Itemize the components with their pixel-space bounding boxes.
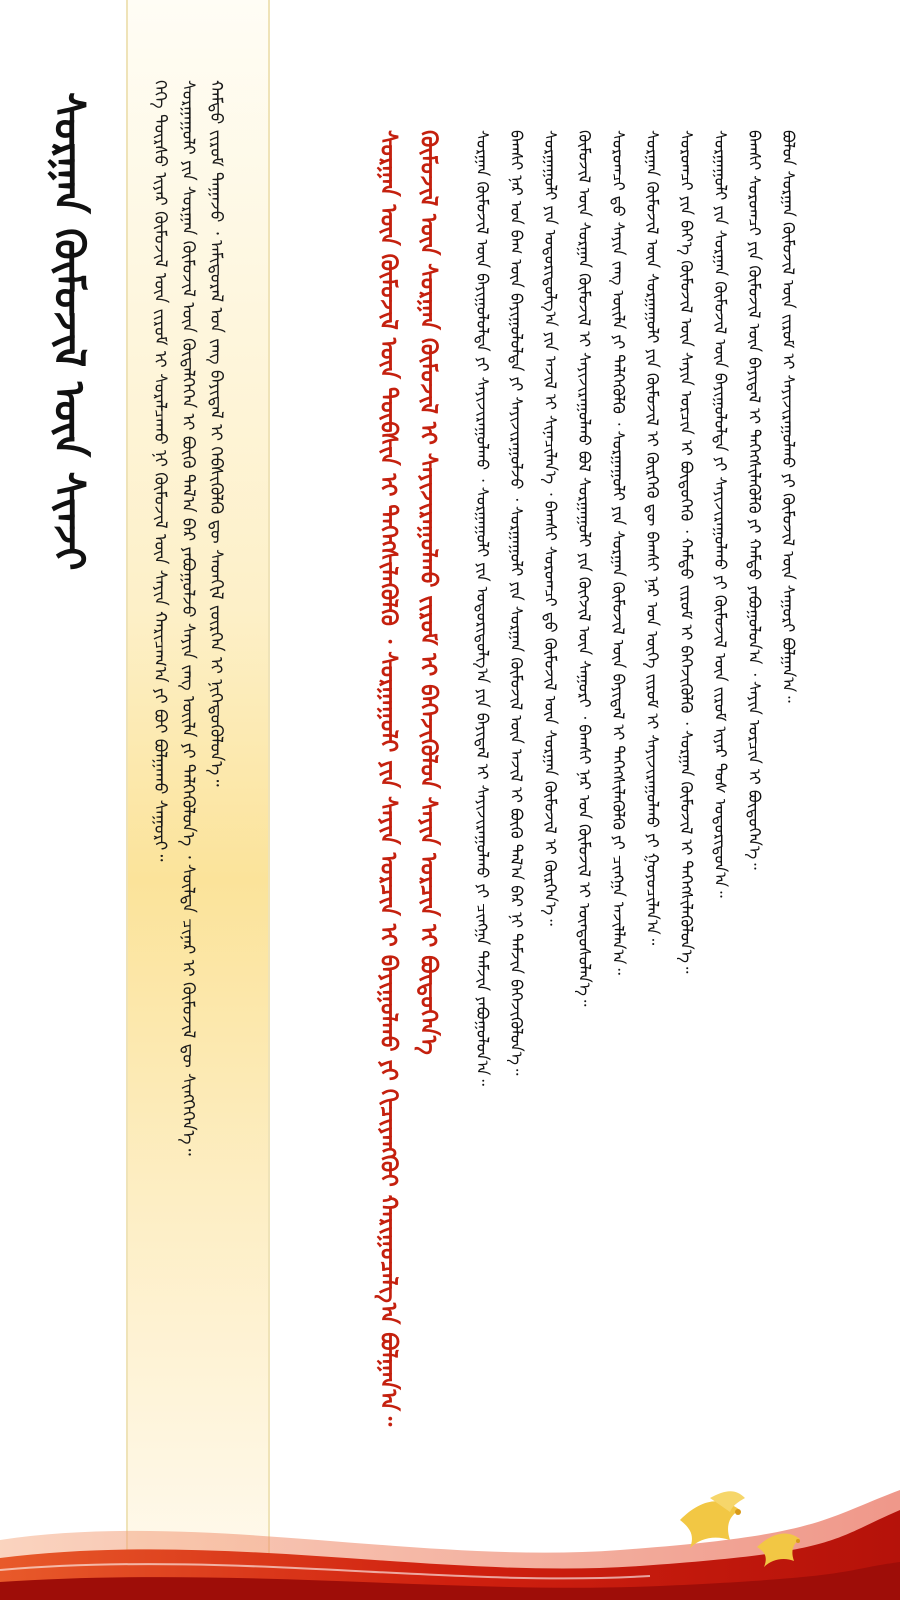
body-text-line: ᠬᠦᠮᠦᠵᠢᠯ ᠦᠨ ᠰᠤᠷᠭᠠᠨ ᠬᠦᠮᠦᠵᠢᠯ ᠢ ᠰᠠᠶᠢᠵᠢᠷᠠᠭᠤᠯᠬᠤ ᠪᠣᠯ ᠰᠤᠷᠭᠠᠭᠤᠯᠢ ᠶᠢᠨ ᠬᠦᠭᠵᠢᠯ ᠦᠨ ᠰᠠᠭᠤᠷᠢ ᠂ ᠪᠠᠭᠰᠢ ᠨᠠᠷ ᠤᠨ ᠬᠦᠮᠦᠵᠢᠯ ᠢ ᠦᠨᠳᠦᠰᠦᠯᠡᠨ᠎ᠡ᠃	[575, 130, 594, 1007]
dove-icon	[752, 1525, 822, 1585]
body-text-line: ᠪᠠᠭᠰᠢ ᠰᠤᠷᠤᠭᠴᠢ ᠶᠢᠨ ᠬᠦᠮᠦᠵᠢᠯ ᠦᠨ ᠪᠠᠶᠢᠳᠠᠯ ᠢ ᠳᠡᠭᠡᠭᠰᠢᠯᠡᠭᠦᠯᠬᠦ ᠶᠢ ᠬᠠᠮᠲᠤ ᠶᠠᠪᠤᠭᠤᠯᠤᠨ᠎ᠠ ᠂ ᠰᠠᠶᠢᠨ ᠤᠷᠴᠢᠨ ᠢ ᠪᠦᠲᠦᠭᠡᠨ᠎ᠡ᠃	[745, 130, 764, 870]
body-text-line: ᠰᠤᠷᠤᠭᠴᠢ ᠳ᠋ᠤ ᠰᠠᠶᠢᠨ ᠵᠠᠩ ᠦᠢᠯᠡ ᠶᠢ ᠲᠡᠯᠬᠡᠭᠦᠯᠬᠦ ᠂ ᠰᠤᠷᠭᠠᠭᠤᠯᠢ ᠶᠢᠨ ᠰᠤᠷᠭᠠᠨ ᠬᠦᠮᠦᠵᠢᠯ ᠦᠨ ᠪᠠᠶᠢᠳᠠᠯ ᠢ ᠳᠡᠭᠡᠭᠰᠢᠯᠡᠭᠦᠯᠬᠦ ᠶᠢ ᠴᠢᠩᠭᠠ ᠠᠵᠢᠯᠯᠠᠨ᠎ᠠ᠃	[609, 130, 628, 975]
side-note-line: ᠬᠠᠮᠲᠤ ᠵᠢᠷᠤᠮ ᠳᠠᠭᠠᠵᠤ ᠂ ᠠᠮᠢᠳᠤᠷᠠᠯ ᠤᠨ ᠵᠠᠩ ᠪᠠᠶᠢᠳᠠᠯ ᠢ ᠬᠡᠪᠰᠢᠭᠦᠯᠬᠦ ᠳᠦ ᠰᠡᠳᠭᠢᠯ ᠵᠦᠷᠬᠡᠨ ᠢ ᠨᠢᠭᠡᠳᠦᠭᠦᠯᠦᠨ᠎ᠡ᠃	[206, 80, 226, 787]
body-text-line: ᠰᠤᠷᠭᠠᠭᠤᠯᠢ ᠶᠢᠨ ᠤᠳᠤᠷᠢᠳᠤᠯᠭ᠎ᠠ ᠶᠢᠨ ᠠᠵᠢᠯ ᠢ ᠰᠢᠨᠡᠴᠢᠯᠡᠨ᠎ᠡ ᠂ ᠪᠠᠭᠰᠢ ᠰᠤᠷᠤᠭᠴᠢ ᠳ᠋ᠤ ᠬᠦᠮᠦᠵᠢᠯ ᠦᠨ ᠰᠤᠷᠭᠠᠨ ᠬᠦᠮᠦᠵᠢᠯ ᠢ ᠬᠦᠷᠭᠡᠨ᠎ᠡ᠃	[541, 130, 560, 926]
body-text-line: ᠰᠤᠷᠭᠠᠨ ᠬᠦᠮᠦᠵᠢᠯ ᠦᠨ ᠰᠤᠷᠭᠠᠭᠤᠯᠢ ᠶᠢᠨ ᠬᠦᠮᠦᠵᠢᠯ ᠢ ᠬᠦᠷᠭᠡᠬᠦ ᠳᠦ ᠪᠠᠭᠰᠢ ᠨᠠᠷ ᠤᠨ ᠦᠭᠡ ᠵᠢᠷᠤᠮ ᠢ ᠰᠠᠶᠢᠵᠢᠷᠠᠭᠤᠯᠬᠤ ᠶᠢ ᠭᠤᠶᠤᠴᠢᠯᠠᠨ᠎ᠠ᠃	[643, 130, 662, 946]
body-text-line: ᠰᠤᠷᠤᠭᠴᠢ ᠶᠢᠨ ᠪᠡᠶ᠎ᠡ ᠬᠦᠮᠦᠵᠢᠯ ᠦᠨ ᠰᠠᠶᠢᠨ ᠤᠷᠴᠢᠨ ᠢ ᠪᠦᠲᠦᠭᠡᠬᠦ ᠂ ᠬᠠᠮᠲᠤ ᠵᠢᠷᠤᠮ ᠢ ᠪᠡᠬᠡᠵᠢᠭᠦᠯᠬᠦ ᠂ ᠰᠤᠷᠭᠠᠨ ᠬᠦᠮᠦᠵᠢᠯ ᠢ ᠳᠡᠭᠡᠭᠰᠢᠯᠡᠭᠦᠯᠦᠨ᠎ᠡ᠃	[677, 130, 696, 974]
body-text-line: ᠪᠣᠯᠤᠨ ᠰᠤᠷᠭᠠᠨ ᠬᠦᠮᠦᠵᠢᠯ ᠦᠨ ᠵᠢᠷᠤᠮ ᠢ ᠰᠠᠶᠢᠵᠢᠷᠠᠭᠤᠯᠬᠤ ᠶᠢ ᠬᠦᠮᠦᠵᠢᠯ ᠦᠨ ᠰᠠᠭᠤᠷᠢ ᠪᠣᠯᠭᠠᠨ᠎ᠠ᠃	[779, 130, 798, 703]
body-text-line: ᠪᠠᠭᠰᠢ ᠨᠠᠷ ᠤᠨ ᠪᠠᠭ ᠦᠨ ᠪᠠᠶᠢᠭᠤᠯᠤᠯᠲᠠ ᠶᠢ ᠰᠠᠶᠢᠵᠢᠷᠠᠭᠤᠯᠵᠤ ᠂ ᠰᠤᠷᠭᠠᠭᠤᠯᠢ ᠶᠢᠨ ᠰᠤᠷᠭᠠᠨ ᠬᠦᠮᠦᠵᠢᠯ ᠦᠨ ᠠᠵᠢᠯ ᠢ ᠪᠦᠬᠦ ᠲᠠᠯ᠎ᠠ ᠪᠠᠷ ᠨᠢ ᠳᠡᠮᠵᠢᠨ ᠪᠡᠬᠡᠵᠢᠭᠦᠯᠦᠨ᠎ᠡ᠃	[507, 130, 526, 1076]
side-note-line: ᠬᠡᠬᠡ ᠳᠦᠷᠰᠦ ᠢᠶᠡᠷ ᠬᠦᠮᠦᠵᠢᠯ ᠦᠨ ᠵᠢᠷᠤᠮ ᠢ ᠰᠤᠷᠠᠯᠴᠠᠬᠤ ᠨᠢ ᠬᠦᠮᠦᠵᠢᠯ ᠦᠨ ᠰᠠᠶᠢᠨ ᠬᠠᠷᠢᠴᠠᠭ᠎ᠠ ᠶᠢ ᠪᠤᠢ ᠪᠣᠯᠭᠠᠬᠤ ᠰᠠᠭᠤᠷᠢ᠃	[150, 80, 170, 862]
body-text-line: ᠰᠤᠷᠭᠠᠭᠤᠯᠢ ᠶᠢᠨ ᠰᠤᠷᠭᠠᠨ ᠬᠦᠮᠦᠵᠢᠯ ᠦᠨ ᠪᠠᠶᠢᠭᠤᠯᠤᠯᠲᠠ ᠶᠢ ᠰᠠᠶᠢᠵᠢᠷᠠᠭᠤᠯᠬᠤ ᠶᠢ ᠬᠦᠮᠦᠵᠢᠯ ᠦᠨ ᠵᠢᠷᠤᠮ ᠢᠶᠡᠷ ᠲᠤᠰ ᠤᠳᠤᠷᠢᠳᠤᠨ᠎ᠠ᠃	[711, 130, 730, 898]
side-note-line: ᠰᠤᠷᠭᠠᠭᠤᠯᠢ ᠶᠢᠨ ᠰᠤᠷᠭᠠᠨ ᠬᠦᠮᠦᠵᠢᠯ ᠦᠨ ᠬᠦᠳᠡᠯᠭᠡᠭᠡᠨ ᠢ ᠪᠦᠬᠦ ᠲᠠᠯ᠎ᠠ ᠪᠠᠷ ᠶᠠᠪᠤᠭᠤᠯᠵᠤ ᠰᠠᠶᠢᠨ ᠵᠠᠩ ᠦᠢᠯᠡ ᠶᠢ ᠲᠡᠯᠬᠡᠭᠦᠯᠦᠨ᠎ᠡ ᠂ ᠰᠦᠯᠳᠡ ᠴᠢᠨᠠᠷ ᠢ ᠬᠦᠮᠦᠵᠢᠯ ᠳᠦ ᠰᠢᠩᠭᠡᠭᠡᠨ᠎ᠡ᠃	[178, 80, 198, 1156]
page-title: ᠰᠤᠷᠭᠠᠨ ᠬᠦᠮᠦᠵᠢᠯ ᠦᠨ ᠰᠢᠨᠵᠢ	[45, 92, 94, 571]
slogan-line: ᠰᠤᠷᠭᠠᠨ ᠦᠨ ᠬᠦᠮᠦᠵᠢᠯ ᠦᠨ ᠲᠦᠪᠰᠢᠨ ᠢ ᠳᠡᠭᠡᠭᠰᠢᠯᠡᠭᠦᠯᠬᠦ ᠂ ᠰᠤᠷᠭᠠᠭᠤᠯᠢ ᠶᠢᠨ ᠰᠠᠶᠢᠨ ᠤᠷᠴᠢᠨ ᠢ ᠪᠠᠶᠢᠭᠤᠯᠬᠤ ᠶᠢ ᠬᠢᠴᠢᠶᠡᠩᠭᠦᠢ ᠬᠠᠷᠢᠭᠤᠴᠠᠯᠭ᠎ᠠ ᠪᠣᠯᠭᠠᠨ᠎ᠠ᠃	[375, 130, 401, 1427]
body-text-line: ᠰᠤᠷᠭᠠᠨ ᠬᠦᠮᠦᠵᠢᠯ ᠦᠨ ᠪᠠᠶᠢᠭᠤᠯᠤᠯᠲᠠ ᠶᠢ ᠰᠠᠶᠢᠵᠢᠷᠠᠭᠤᠯᠬᠤ ᠂ ᠰᠤᠷᠭᠠᠭᠤᠯᠢ ᠶᠢᠨ ᠤᠳᠤᠷᠢᠳᠤᠯᠭ᠎ᠠ ᠶᠢᠨ ᠪᠠᠶᠢᠳᠠᠯ ᠢ ᠰᠠᠶᠢᠵᠢᠷᠠᠭᠤᠯᠬᠤ ᠶᠢ ᠴᠢᠩᠭᠠ ᠳᠡᠮᠵᠢᠨ ᠶᠠᠪᠤᠭᠤᠯᠤᠨ᠎ᠠ᠃	[473, 130, 492, 1086]
slogan-line: ᠬᠦᠮᠦᠵᠢᠯ ᠦᠨ ᠰᠤᠷᠭᠠᠨ ᠬᠦᠮᠦᠵᠢᠯ ᠢ ᠰᠠᠶᠢᠵᠢᠷᠠᠭᠤᠯᠬᠤ ᠵᠢᠷᠤᠮ ᠢ ᠪᠡᠬᠡᠵᠢᠭᠦᠯᠦᠨ ᠰᠠᠶᠢᠨ ᠤᠷᠴᠢᠨ ᠢ ᠪᠦᠲᠦᠭᠡᠨ᠎ᠡ	[415, 130, 441, 1055]
